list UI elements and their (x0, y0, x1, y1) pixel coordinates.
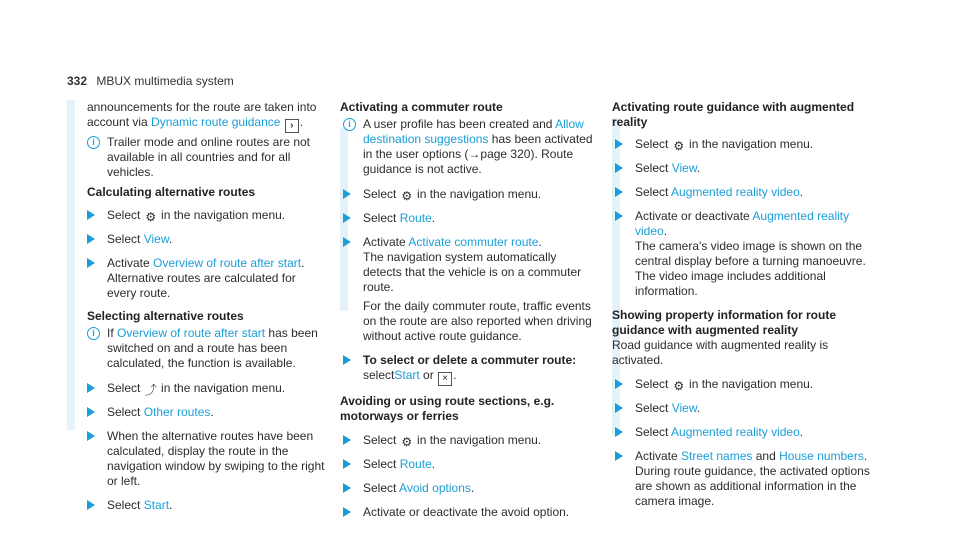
note-trailer (87, 135, 327, 180)
step-text: Select (635, 401, 669, 415)
section-heading-select: Selecting alternative routes (87, 309, 244, 323)
step-arrow-icon (343, 237, 351, 247)
step-item (615, 377, 874, 392)
street-names-link[interactable]: Street names (681, 449, 753, 463)
step-item: To select or delete a commuter route: selectStart or × . (343, 353, 598, 386)
step-text: and (755, 449, 776, 463)
step-item: Select View. (615, 161, 874, 176)
step-arrow-icon (87, 210, 95, 220)
avoid-options-link[interactable]: Avoid options (399, 481, 471, 495)
augmented-video-link[interactable]: Augmented reality video (635, 209, 850, 238)
start-link[interactable]: Start (143, 498, 170, 512)
column-1 (87, 100, 327, 513)
section-heading-commuter: Activating a commuter route (340, 100, 503, 114)
step-arrow-icon (87, 234, 95, 244)
step-text: Select (107, 208, 141, 222)
step-text: When the alternative routes have been calculated, display the route in the navigation window by swiping to the right or left. (107, 429, 325, 488)
step-text: in the navigation menu. (417, 433, 542, 447)
step-text: The navigation system automatically detects that the vehicle is on a commuter route. (363, 250, 582, 294)
step-item: Select Other routes. (87, 405, 327, 420)
chevron-right-icon: › (285, 119, 299, 133)
step-arrow-icon (343, 507, 351, 517)
info-icon: i (87, 136, 100, 149)
step-arrow-icon (343, 435, 351, 445)
step-text: The camera's video image is shown on the central display before a turning manoeuvre. The video image includes additional information. (635, 239, 866, 298)
step-text: Select (363, 433, 397, 447)
note-text: has been switched on and a route has been calculated, the function is available. (107, 326, 318, 370)
info-icon: i (87, 327, 100, 340)
intro-link[interactable]: Dynamic route guidance (151, 115, 281, 129)
arrow-ref-icon: → (468, 147, 481, 161)
step-text: Select (363, 187, 397, 201)
step-arrow-icon (615, 403, 623, 413)
step-text: Select (635, 425, 669, 439)
gear-icon[interactable]: ⚙ (401, 435, 413, 449)
step-item: Activate Activate commuter route. The navigation system automatically detects that the vehicle is on a commuter route. For the daily commuter route, traffic events on the route are also reported when driving without active route guidance. (343, 235, 598, 344)
step-item: Select View. (87, 232, 327, 247)
gear-icon[interactable]: ⚙ (673, 379, 685, 393)
step-item: Select Start. (87, 498, 327, 513)
step-text: in the navigation menu. (161, 208, 286, 222)
start-link[interactable]: Start (394, 368, 420, 382)
note-text: Trailer mode and online routes are not available in all countries and for all vehicles. (107, 135, 311, 179)
step-text: Select (635, 185, 669, 199)
step-text: Select (363, 457, 397, 471)
overview-route-link[interactable]: Overview of route after start (153, 256, 302, 270)
gear-icon[interactable]: ⚙ (401, 189, 413, 203)
augmented-video-link[interactable]: Augmented reality video (671, 185, 800, 199)
view-link[interactable]: View (671, 401, 697, 415)
step-text: in the navigation menu. (689, 377, 814, 391)
step-arrow-icon (615, 211, 623, 221)
step-text: Activate or deactivate (635, 209, 750, 223)
step-text: Select (107, 232, 141, 246)
overview-route-link[interactable]: Overview of route after start (117, 326, 266, 340)
step-text: Activate (363, 235, 406, 249)
step-item (343, 433, 598, 448)
step-item (87, 381, 327, 396)
view-link[interactable]: View (143, 232, 169, 246)
step-text: Select (107, 498, 141, 512)
step-arrow-icon (615, 139, 623, 149)
section-heading-avoid: Avoiding or using route sections, e.g. motorways or ferries (340, 394, 555, 423)
column-bar (67, 100, 75, 430)
step-text: During route guidance, the activated options are shown as additional information in the camera image. (635, 464, 870, 508)
step-bold-text: To select or delete a commuter route: (363, 353, 577, 367)
step-text: in the navigation menu. (161, 381, 286, 395)
step-arrow-icon (343, 213, 351, 223)
step-item (343, 505, 598, 520)
intro-tail: . (299, 115, 304, 129)
gear-icon[interactable]: ⚙ (145, 210, 157, 224)
page-number: 332 (67, 74, 88, 88)
note-select (87, 326, 327, 371)
house-numbers-link[interactable]: House numbers (779, 449, 864, 463)
step-item (343, 187, 598, 202)
step-arrow-icon (87, 407, 95, 417)
step-arrow-icon (615, 163, 623, 173)
step-item: Select Augmented reality video. (615, 185, 874, 200)
step-text: in the navigation menu. (417, 187, 542, 201)
column-3 (612, 100, 874, 509)
step-arrow-icon (87, 431, 95, 441)
step-arrow-icon (615, 379, 623, 389)
step-arrow-icon (343, 189, 351, 199)
route-icon[interactable]: ⤴ (144, 383, 157, 397)
step-text: or (423, 368, 434, 382)
step-text: Activate or deactivate the avoid option. (363, 505, 570, 519)
step-arrow-icon (615, 427, 623, 437)
page-title: MBUX multimedia system (96, 74, 234, 88)
step-arrow-icon (615, 187, 623, 197)
step-arrow-icon (87, 383, 95, 393)
step-arrow-icon (343, 459, 351, 469)
step-text: Select (635, 377, 669, 391)
step-text: Activate (107, 256, 150, 270)
step-arrow-icon (343, 483, 351, 493)
step-text: in the navigation menu. (689, 137, 814, 151)
view-link[interactable]: View (671, 161, 697, 175)
step-text: Select (363, 211, 397, 225)
section-heading-augmented: Activating route guidance with augmented reality (612, 100, 855, 129)
note-text: has been activated in the user options ( (363, 132, 593, 161)
step-text: Activate (635, 449, 678, 463)
step-text: Select (635, 161, 669, 175)
other-routes-link[interactable]: Other routes (143, 405, 211, 419)
step-text: For the daily commuter route, traffic events on the route are also reported when driving without active route guidance. (363, 299, 592, 343)
page-ref[interactable]: page 320 (480, 147, 531, 161)
step-arrow-icon (615, 451, 623, 461)
step-text: Alternative routes are calculated for every route. (107, 271, 296, 300)
step-item (87, 429, 327, 489)
close-icon[interactable]: × (438, 372, 452, 386)
info-icon: i (343, 118, 356, 131)
note-text: If (107, 326, 114, 340)
route-link[interactable]: Route (399, 211, 432, 225)
allow-destination-link[interactable]: Allow destination suggestions (363, 117, 584, 146)
section-heading-property: Showing property information for route guidance with augmented reality (612, 308, 836, 337)
step-arrow-icon (87, 500, 95, 510)
step-item (615, 137, 874, 152)
intro-text: announcements for the route are taken into account via (87, 100, 317, 129)
column-2 (340, 100, 598, 520)
intro-paragraph (87, 100, 327, 133)
step-text: Select (363, 481, 397, 495)
property-paragraph: Road guidance with augmented reality is activated. (612, 338, 829, 367)
route-link[interactable]: Route (399, 457, 432, 471)
step-item (87, 208, 327, 223)
step-arrow-icon (343, 355, 351, 365)
note-text: ). Route guidance is not active. (363, 147, 574, 176)
note-commuter (343, 117, 598, 177)
section-heading-calc: Calculating alternative routes (87, 185, 256, 199)
activate-commuter-link[interactable]: Activate commuter route (408, 235, 539, 249)
step-item: Activate or deactivate Augmented reality video. The camera's video image is shown on the central display before a turning manoeuvre. The video image includes additional information. (615, 209, 874, 299)
step-text: Select (107, 405, 141, 419)
step-text: select (363, 368, 395, 382)
step-arrow-icon (87, 258, 95, 268)
page-header (67, 74, 234, 89)
step-item: Select Route. (343, 211, 598, 226)
step-item: Activate Overview of route after start. Alternative routes are calculated for every route. (87, 256, 327, 301)
step-text: Select (107, 381, 141, 395)
augmented-video-link[interactable]: Augmented reality video (671, 425, 800, 439)
step-item: Select Avoid options. (343, 481, 598, 496)
gear-icon[interactable]: ⚙ (673, 139, 685, 153)
step-item: Activate Street names and House numbers. During route guidance, the activated options are shown as additional information in the camera image. (615, 449, 874, 509)
step-item: Select Augmented reality video. (615, 425, 874, 440)
note-text: A user profile has been created and (363, 117, 553, 131)
step-item: Select View. (615, 401, 874, 416)
step-text: Select (635, 137, 669, 151)
step-item: Select Route. (343, 457, 598, 472)
